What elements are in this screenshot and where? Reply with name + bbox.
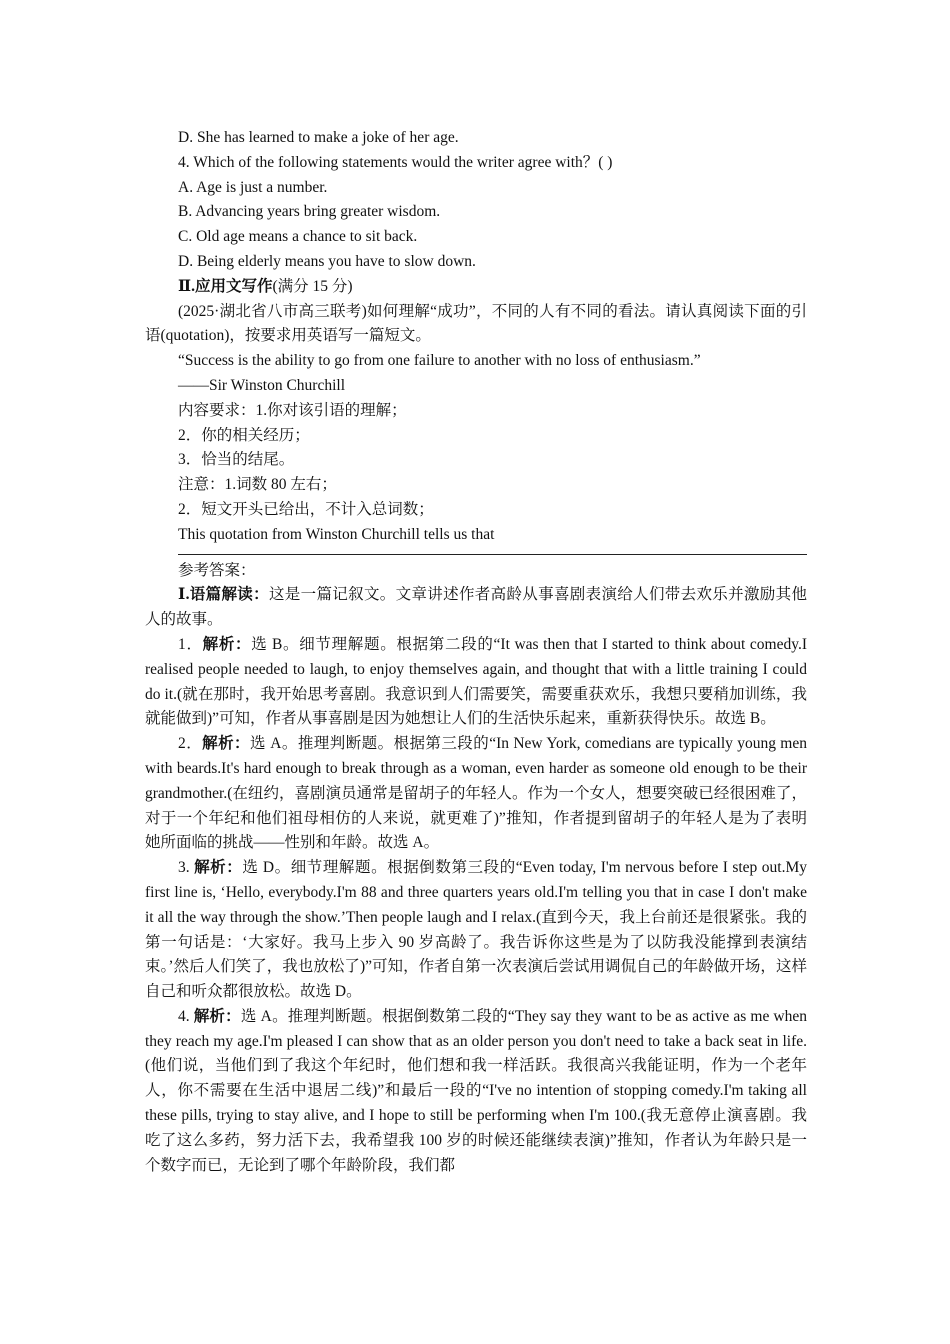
answer-number: 1． bbox=[178, 635, 203, 653]
note-2: 2．短文开头已给出，不计入总词数； bbox=[178, 500, 434, 518]
answer-label: 解析： bbox=[202, 735, 250, 753]
answers-title: 参考答案： bbox=[178, 561, 256, 579]
requirement-3: 3．恰当的结尾。 bbox=[178, 451, 295, 469]
answer-text: 选 A。推理判断题。根据倒数第二段的“They say they want to be as active as me when they reach my age.I'm pleased I can show that as an older person you don't need to take a back seat in life.(他们说，当他们到了我这个年纪时，他们想和我一样活跃。我很高兴我能证明，作为一个老年人，你不需要在生活中退居二线)”和最后一段的“I've no intention of stopping comedy.I'm taking all these pills, trying to stay alive, and I hope to still be performing when I'm 100.(我无意停止演喜剧。我吃了这么多药，努力活下去，我希望我 100 岁的时候还能继续表演)”推知，作者认为年龄只是一个数字而已，无论到了哪个年龄阶段，我们都 bbox=[145, 1007, 807, 1174]
answer-number: 4. bbox=[178, 1007, 194, 1025]
document-page bbox=[145, 126, 807, 1178]
answer-label: 解析： bbox=[193, 1007, 241, 1025]
note-1: 注意：1.词数 80 左右； bbox=[178, 476, 337, 494]
answer-item bbox=[145, 732, 807, 856]
passage-interpretation bbox=[145, 583, 807, 633]
quote-author: ——Sir Winston Churchill bbox=[178, 376, 346, 394]
answer-label: 解析： bbox=[202, 635, 252, 653]
answer-item bbox=[145, 856, 807, 1005]
requirement-2: 2．你的相关经历； bbox=[178, 426, 310, 444]
q4-option-c: C. Old age means a chance to sit back. bbox=[178, 228, 418, 246]
requirement-1: 内容要求：1.你对该引语的理解； bbox=[178, 401, 407, 419]
answer-item bbox=[145, 1005, 807, 1179]
answer-line bbox=[178, 554, 807, 555]
answer-number: 3. bbox=[178, 859, 195, 877]
q4-stem: 4. Which of the following statements would the writer agree with？( ) bbox=[178, 153, 613, 171]
answer-number: 2． bbox=[178, 735, 203, 753]
answer-label: 解析： bbox=[194, 859, 243, 877]
passage-interpretation-text: 这是一篇记叙文。文章讲述作者高龄从事喜剧表演给人们带去欢乐并激励其他人的故事。 bbox=[145, 586, 807, 629]
writing-score: (满分 15 分) bbox=[272, 277, 353, 295]
answer-text: 选 D。细节理解题。根据倒数第三段的“Even today, I'm nervous before I step out.My first line is, ‘Hello, everybody.I'm 88 and three quarters years old.I'm telling you that in case I don't make it all the way through the show.’Then people laugh and I relax.(直到今天，我上台前还是很紧张。我的第一句话是：‘大家好。我马上步入 90 岁高龄了。我告诉你这些是为了以防我没能撑到表演结束。’然后人们笑了，我也放松了)”可知，作者自第一次表演后尝试用调侃自己的年龄做开场，这样自己和听众都很放松。故选 D。 bbox=[145, 859, 807, 1001]
answer-text: 选 B。细节理解题。根据第二段的“It was then that I started to think about comedy.I realised people needed to laugh, to enjoy themselves again, and thought that with a little training I could do it.(就在那时，我开始思考喜剧。我意识到人们需要笑，需要重获欢乐，我想只要稍加训练，我就能做到)”可知，作者从事喜剧是因为她想让人们的生活快乐起来，重新获得快乐。故选 B。 bbox=[145, 635, 807, 728]
churchill-quote: “Success is the ability to go from one failure to another with no loss of enthusiasm.” bbox=[178, 352, 701, 370]
passage-interpretation-label: Ⅰ.语篇解读： bbox=[178, 586, 269, 604]
writing-heading-label: Ⅱ.应用文写作 bbox=[178, 277, 273, 295]
q4-option-a: A. Age is just a number. bbox=[178, 178, 328, 196]
writing-prompt: (2025·湖北省八市高三联考)如何理解“成功”，不同的人有不同的看法。请认真阅读下面的引语(quotation)，按要求用英语写一篇短文。 bbox=[145, 302, 807, 345]
essay-opening: This quotation from Winston Churchill tells us that bbox=[178, 525, 495, 543]
q4-option-b: B. Advancing years bring greater wisdom. bbox=[178, 203, 441, 221]
answer-item bbox=[145, 633, 807, 732]
answer-text: 选 A。推理判断题。根据第三段的“In New York, comedians are typically young men with beards.It's hard enough to break through as a woman, even harder as someone old enough to be their grandmother.(在纽约，喜剧演员通常是留胡子的年轻人。作为一个女人，想要突破已经很困难了，对于一个年纪和他们祖母相仿的人来说，就更难了)”推知，作者提到留胡子的年轻人是为了表明她所面临的挑战——性别和年龄。故选 A。 bbox=[145, 735, 807, 852]
q3-option-d: D. She has learned to make a joke of her age. bbox=[178, 129, 459, 146]
writing-heading bbox=[145, 275, 807, 300]
q4-option-d: D. Being elderly means you have to slow down. bbox=[178, 252, 476, 270]
